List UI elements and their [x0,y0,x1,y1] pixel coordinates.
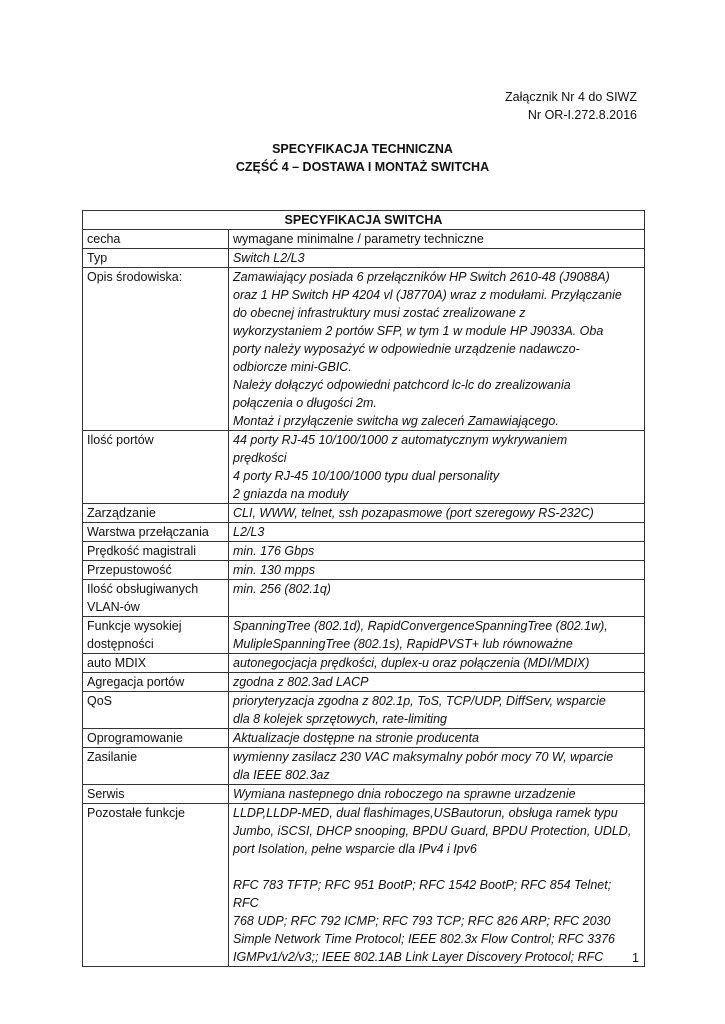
feature-label: Typ [87,251,108,265]
table-row [83,692,645,729]
requirement-text: L2/L3 [233,525,265,539]
document-titles [0,140,725,176]
requirement-text: do obecnej infrastruktury musi zostać zrealizowane z [233,306,526,320]
requirement-text: 44 porty RJ-45 10/100/1000 z automatycznym wykrywaniem [233,433,568,447]
attachment-header [505,88,637,124]
requirement-cell [229,617,645,654]
blank-line [233,858,640,876]
feature-label: dostępności [87,637,154,651]
table-row [83,785,645,804]
requirement-cell [229,504,645,523]
requirement-text: wymienny zasilacz 230 VAC maksymalny pobór mocy 70 W, wparcie [233,750,614,764]
requirement-text: wykorzystaniem 2 portów SFP, w tym 1 w module HP J9033A. Oba [233,324,604,338]
requirement-text: Zamawiający posiada 6 przełączników HP Switch 2610-48 (J9088A) [233,270,610,284]
requirement-text: LLDP,LLDP-MED, dual flashimages,USBautorun, obsługa ramek typu [233,806,618,820]
requirement-text: 768 UDP; RFC 792 ICMP; RFC 793 TCP; RFC 826 ARP; RFC 2030 [233,914,611,928]
requirement-text: prioryteryzacja zgodna z 802.1p, ToS, TCP/UDP, DiffServ, wsparcie [233,694,606,708]
table-row [83,729,645,748]
feature-cell [83,431,229,504]
reference-number: Nr OR-I.272.8.2016 [527,108,637,122]
requirement-text: Switch L2/L3 [233,251,305,265]
table-row [83,580,645,617]
table-row [83,561,645,580]
requirement-text: dla IEEE 802.3az [233,768,330,782]
feature-label: Zasilanie [87,750,138,764]
table-row [83,673,645,692]
requirement-text: zgodna z 802.3ad LACP [233,675,369,689]
table-row [83,523,645,542]
feature-label: Serwis [87,787,125,801]
feature-label: Agregacja portów [87,675,185,689]
requirement-cell [229,785,645,804]
attachment-label: Załącznik Nr 4 do SIWZ [505,90,637,104]
table-row [83,249,645,268]
requirement-text: IGMPv1/v2/v3;; IEEE 802.1AB Link Layer Discovery Protocol; RFC [233,950,604,964]
requirement-cell [229,523,645,542]
page-number: 1 [632,951,639,965]
requirement-text: min. 176 Gbps [233,544,315,558]
requirement-text: Wymiana nastepnego dnia roboczego na sprawne urzadzenie [233,787,576,801]
requirement-cell [229,249,645,268]
column-header-feature: cecha [83,230,229,249]
document-title: SPECYFIKACJA TECHNICZNA [272,142,453,156]
requirement-text: SpanningTree (802.1d), RapidConvergenceSpanningTree (802.1w), [233,619,608,633]
requirement-text: 4 porty RJ-45 10/100/1000 typu dual personality [233,469,500,483]
feature-cell [83,523,229,542]
requirement-text: autonegocjacja prędkości, duplex-u oraz połączenia (MDI/MDIX) [233,656,590,670]
table-title-row [83,211,645,230]
feature-cell [83,785,229,804]
feature-label: Pozostałe funkcje [87,806,185,820]
requirement-text: MulipleSpanningTree (802.1s), RapidPVST+ lub równoważne [233,637,573,651]
feature-label: Ilość portów [87,433,154,447]
feature-label: VLAN-ów [87,600,140,614]
table-row [83,748,645,785]
requirement-cell [229,561,645,580]
feature-cell [83,692,229,729]
table-row [83,804,645,967]
requirement-cell [229,804,645,967]
table-row [83,542,645,561]
requirement-cell [229,748,645,785]
requirement-text: Jumbo, iSCSI, DHCP snooping, BPDU Guard, BPDU Protection, UDLD, [233,824,632,838]
feature-label: Prędkość magistrali [87,544,197,558]
table-row [83,268,645,431]
requirement-cell [229,654,645,673]
feature-cell [83,542,229,561]
feature-label: Opis środowiska: [87,270,183,284]
feature-label: Przepustowość [87,563,172,577]
requirement-cell [229,431,645,504]
feature-label: QoS [87,694,113,708]
requirement-cell [229,542,645,561]
requirement-cell [229,729,645,748]
requirement-cell [229,580,645,617]
feature-cell [83,249,229,268]
table-row [83,617,645,654]
requirement-cell [229,673,645,692]
feature-label: auto MDIX [87,656,147,670]
requirement-text: oraz 1 HP Switch HP 4204 vl (J8770A) wraz z modułami. Przyłączanie [233,288,622,302]
column-header-requirements: wymagane minimalne / parametry techniczne [229,230,645,249]
requirement-text: min. 130 mpps [233,563,315,577]
table-row [83,431,645,504]
requirement-text: RFC 783 TFTP; RFC 951 BootP; RFC 1542 BootP; RFC 854 Telnet; RFC [233,878,612,910]
requirement-text: prędkości [233,451,287,465]
table-title: SPECYFIKACJA SWITCHA [83,211,645,230]
feature-cell [83,268,229,431]
requirement-text: Aktualizacje dostępne na stronie producenta [233,731,479,745]
table-row [83,504,645,523]
feature-cell [83,654,229,673]
requirement-text: min. 256 (802.1q) [233,582,331,596]
requirement-text: CLI, WWW, telnet, ssh pozapasmowe (port szeregowy RS-232C) [233,506,594,520]
requirement-text: połączenia o długości 2m. [233,396,377,410]
feature-cell [83,804,229,967]
requirement-text: 2 gniazda na moduły [233,487,349,501]
feature-cell [83,617,229,654]
table-row [83,654,645,673]
feature-label: Warstwa przełączania [87,525,209,539]
feature-cell [83,748,229,785]
feature-cell [83,561,229,580]
requirement-cell [229,268,645,431]
table-header-row [83,230,645,249]
document-subtitle: CZĘŚĆ 4 – DOSTAWA I MONTAŻ SWITCHA [235,160,490,174]
requirement-text: Simple Network Time Protocol; IEEE 802.3x Flow Control; RFC 3376 [233,932,615,946]
feature-label: Funkcje wysokiej [87,619,182,633]
requirement-text: porty należy wyposażyć w odpowiednie urządzenie nadawczo- [233,342,580,356]
requirement-text: Należy dołączyć odpowiedni patchcord lc-lc do zrealizowania [233,378,571,392]
requirement-text: odbiorcze mini-GBIC. [233,360,352,374]
requirement-cell [229,692,645,729]
requirement-text: port Isolation, pełne wsparcie dla IPv4 i Ipv6 [233,842,477,856]
feature-label: Oprogramowanie [87,731,183,745]
feature-label: Zarządzanie [87,506,156,520]
feature-cell [83,673,229,692]
feature-cell [83,504,229,523]
requirement-text: dla 8 kolejek sprzętowych, rate-limiting [233,712,447,726]
feature-cell [83,729,229,748]
feature-label: Ilość obsługiwanych [87,582,199,596]
requirement-text: Montaż i przyłączenie switcha wg zaleceń Zamawiającego. [233,414,559,428]
feature-cell [83,580,229,617]
spec-table [82,210,645,967]
